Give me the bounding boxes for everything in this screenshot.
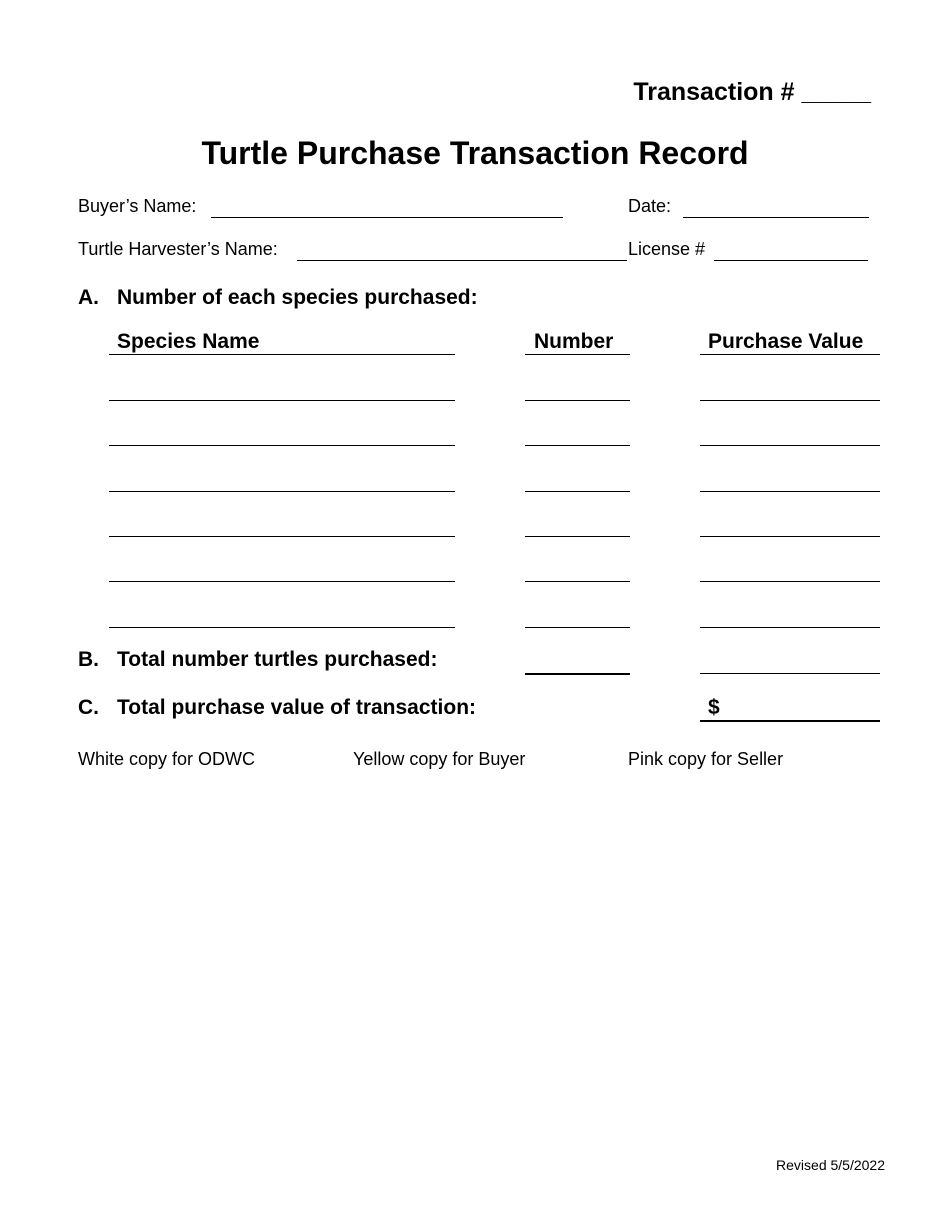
section-a-letter: A. <box>78 286 99 309</box>
column-header-purchase-value: Purchase Value <box>708 330 864 353</box>
yellow-copy-label: Yellow copy for Buyer <box>353 749 526 769</box>
date-field[interactable] <box>683 217 869 218</box>
page-title: Turtle Purchase Transaction Record <box>201 135 749 171</box>
number-field[interactable] <box>525 400 630 401</box>
revision-date: Revised 5/5/2022 <box>776 1157 885 1173</box>
column-header-number: Number <box>534 330 614 353</box>
column-underline-number <box>525 354 630 355</box>
section-b-heading <box>78 648 438 672</box>
number-field[interactable] <box>525 445 630 446</box>
section-a-title: Number of each species purchased: <box>117 286 478 309</box>
purchase-value-field[interactable] <box>700 400 880 401</box>
section-a-heading <box>78 286 478 310</box>
total-purchase-value-field[interactable] <box>700 720 880 722</box>
date-label: Date: <box>628 196 672 216</box>
purchase-value-field[interactable] <box>700 536 880 537</box>
section-b-title: Total number turtles purchased: <box>117 648 438 671</box>
transaction-number-label: Transaction # _____ <box>633 78 871 106</box>
purchase-value-field[interactable] <box>700 627 880 628</box>
species-name-field[interactable] <box>109 627 455 628</box>
column-underline-species <box>109 354 455 355</box>
species-name-field[interactable] <box>109 445 455 446</box>
harvester-name-field[interactable] <box>297 260 627 261</box>
section-c-letter: C. <box>78 696 99 719</box>
section-b-letter: B. <box>78 648 99 671</box>
species-name-field[interactable] <box>109 581 455 582</box>
number-field[interactable] <box>525 581 630 582</box>
buyer-name-field[interactable] <box>211 217 563 218</box>
pink-copy-label: Pink copy for Seller <box>628 749 784 769</box>
number-field[interactable] <box>525 627 630 628</box>
harvester-name-label: Turtle Harvester’s Name: <box>78 239 278 259</box>
license-field[interactable] <box>714 260 868 261</box>
species-name-field[interactable] <box>109 491 455 492</box>
section-c-heading <box>78 696 476 720</box>
purchase-value-field[interactable] <box>700 491 880 492</box>
section-c-title: Total purchase value of transaction: <box>117 696 477 719</box>
number-field[interactable] <box>525 536 630 537</box>
species-name-field[interactable] <box>109 536 455 537</box>
number-field[interactable] <box>525 491 630 492</box>
species-name-field[interactable] <box>109 400 455 401</box>
total-number-field[interactable] <box>525 673 630 675</box>
buyer-name-label: Buyer’s Name: <box>78 196 197 216</box>
purchase-value-field[interactable] <box>700 445 880 446</box>
column-underline-purchase-value <box>700 354 880 355</box>
license-label: License # <box>628 239 706 259</box>
white-copy-label: White copy for ODWC <box>78 749 256 769</box>
currency-symbol: $ <box>708 696 720 719</box>
purchase-value-field[interactable] <box>700 581 880 582</box>
column-header-species: Species Name <box>117 330 260 353</box>
total-number-value-field[interactable] <box>700 673 880 674</box>
